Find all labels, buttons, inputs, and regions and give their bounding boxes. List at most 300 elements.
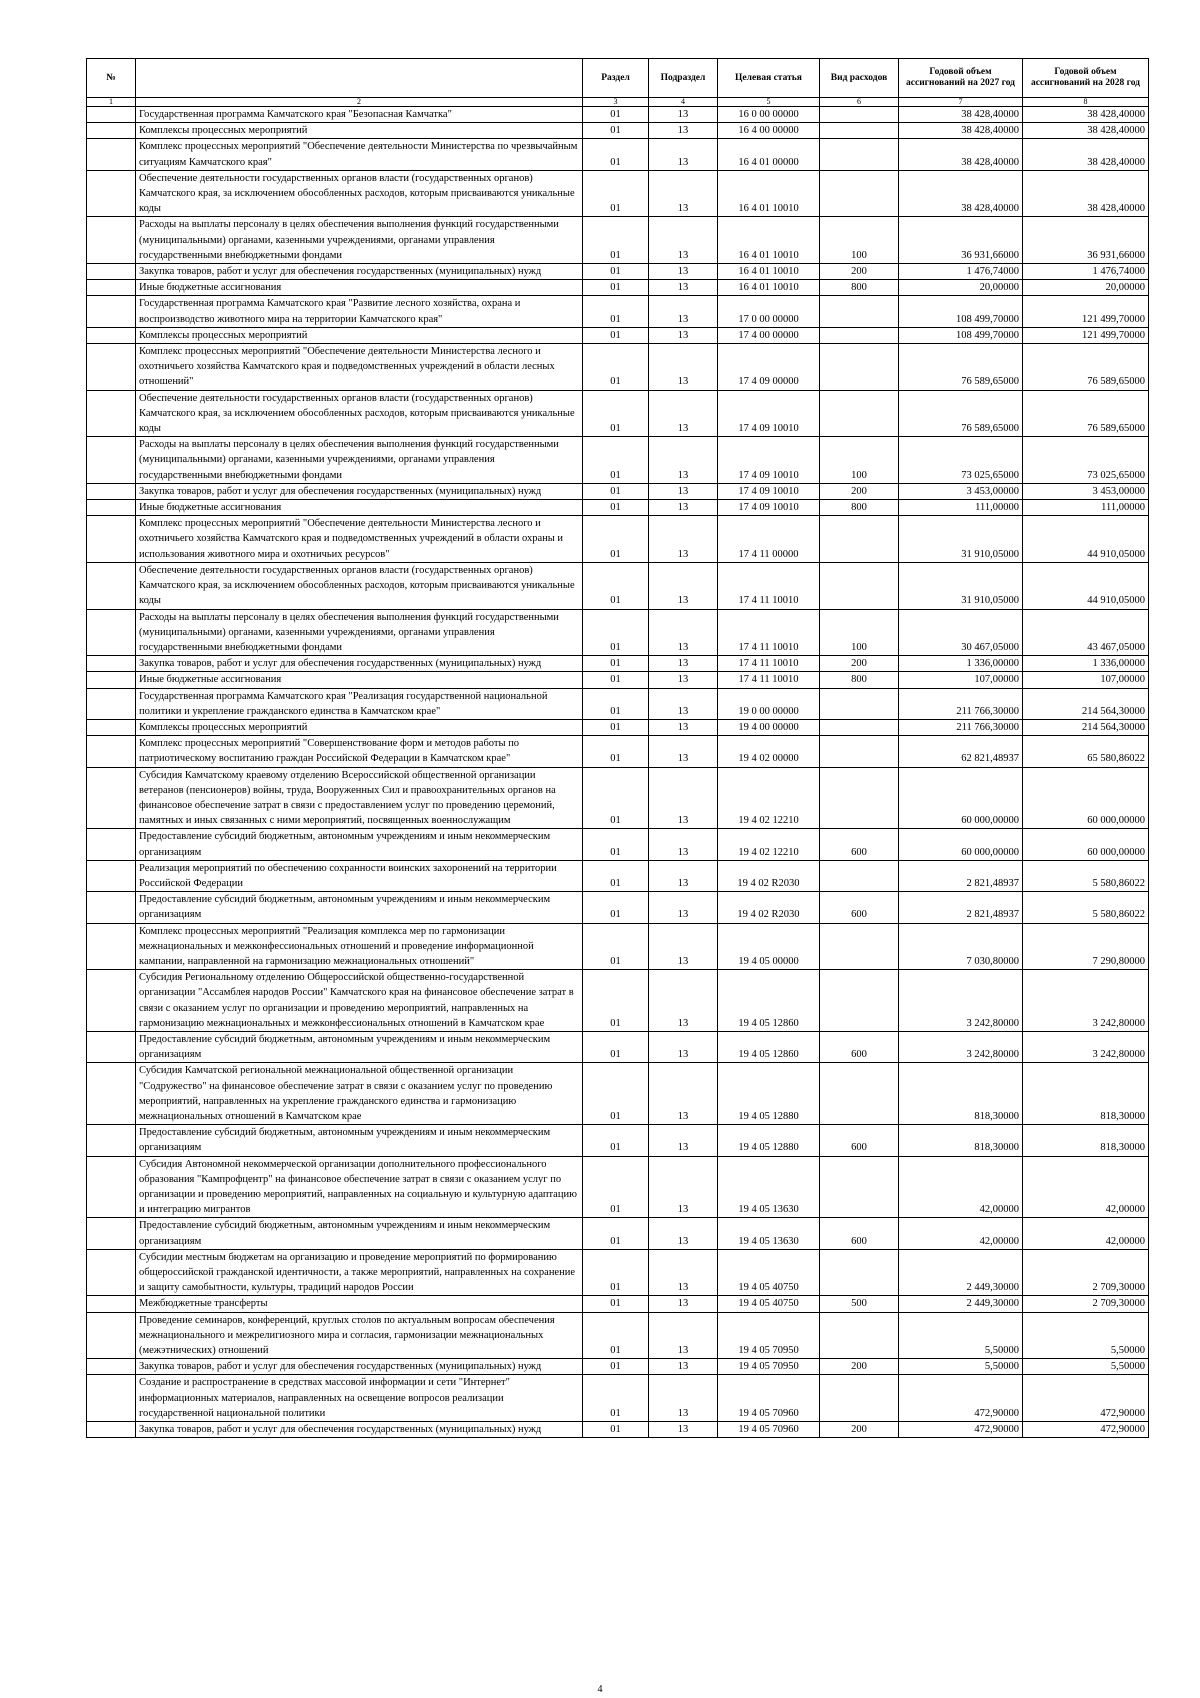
row-expense-type-cell xyxy=(820,688,899,719)
row-amount-2028-cell: 76 589,65000 xyxy=(1023,390,1149,437)
row-target-article-cell: 16 0 00 00000 xyxy=(718,107,820,123)
row-name-cell: Реализация мероприятий по обеспечению сохранности воинских захоронений на территории Российской Федерации xyxy=(136,860,583,891)
row-amount-2027-cell: 62 821,48937 xyxy=(899,736,1023,767)
table-row xyxy=(87,1249,1149,1296)
row-section-cell: 01 xyxy=(583,562,649,609)
row-amount-2028-cell: 121 499,70000 xyxy=(1023,296,1149,327)
table-row xyxy=(87,327,1149,343)
table-row xyxy=(87,170,1149,217)
row-section-cell: 01 xyxy=(583,1375,649,1422)
row-number-cell xyxy=(87,736,136,767)
row-number-cell xyxy=(87,1218,136,1249)
row-expense-type-cell: 100 xyxy=(820,217,899,264)
row-subsection-cell: 13 xyxy=(649,437,718,484)
table-row xyxy=(87,280,1149,296)
row-section-cell: 01 xyxy=(583,217,649,264)
row-subsection-cell: 13 xyxy=(649,1359,718,1375)
row-subsection-cell: 13 xyxy=(649,672,718,688)
row-expense-type-cell xyxy=(820,1156,899,1218)
row-amount-2028-cell: 3 453,00000 xyxy=(1023,483,1149,499)
row-amount-2028-cell: 2 709,30000 xyxy=(1023,1249,1149,1296)
row-expense-type-cell xyxy=(820,923,899,970)
row-name-cell: Межбюджетные трансферты xyxy=(136,1296,583,1312)
row-number-cell xyxy=(87,500,136,516)
row-number-cell xyxy=(87,860,136,891)
column-number-row xyxy=(87,98,1149,107)
row-amount-2028-cell: 107,00000 xyxy=(1023,672,1149,688)
row-number-cell xyxy=(87,217,136,264)
row-section-cell: 01 xyxy=(583,264,649,280)
row-section-cell: 01 xyxy=(583,390,649,437)
column-number: 3 xyxy=(583,98,649,107)
row-expense-type-cell xyxy=(820,970,899,1032)
row-expense-type-cell xyxy=(820,296,899,327)
row-section-cell: 01 xyxy=(583,609,649,656)
row-amount-2027-cell: 211 766,30000 xyxy=(899,688,1023,719)
row-name-cell: Иные бюджетные ассигнования xyxy=(136,500,583,516)
row-subsection-cell: 13 xyxy=(649,1063,718,1125)
row-number-cell xyxy=(87,688,136,719)
row-amount-2027-cell: 76 589,65000 xyxy=(899,344,1023,391)
row-subsection-cell: 13 xyxy=(649,1125,718,1156)
row-target-article-cell: 16 4 01 10010 xyxy=(718,217,820,264)
row-expense-type-cell: 600 xyxy=(820,1218,899,1249)
row-name-cell: Государственная программа Камчатского края "Реализация государственной национальной политики и укрепление гражданского единства в Камчатском крае" xyxy=(136,688,583,719)
row-name-cell: Закупка товаров, работ и услуг для обеспечения государственных (муниципальных) нужд xyxy=(136,483,583,499)
row-expense-type-cell xyxy=(820,1063,899,1125)
row-number-cell xyxy=(87,1063,136,1125)
row-expense-type-cell xyxy=(820,123,899,139)
row-target-article-cell: 19 4 05 12880 xyxy=(718,1063,820,1125)
row-section-cell: 01 xyxy=(583,280,649,296)
table-row xyxy=(87,264,1149,280)
row-expense-type-cell xyxy=(820,719,899,735)
row-amount-2028-cell: 38 428,40000 xyxy=(1023,139,1149,170)
table-row xyxy=(87,516,1149,563)
row-subsection-cell: 13 xyxy=(649,483,718,499)
row-amount-2027-cell: 42,00000 xyxy=(899,1156,1023,1218)
row-target-article-cell: 17 4 11 10010 xyxy=(718,672,820,688)
row-subsection-cell: 13 xyxy=(649,107,718,123)
row-expense-type-cell xyxy=(820,170,899,217)
row-amount-2028-cell: 38 428,40000 xyxy=(1023,123,1149,139)
row-amount-2027-cell: 36 931,66000 xyxy=(899,217,1023,264)
row-number-cell xyxy=(87,1359,136,1375)
row-amount-2027-cell: 111,00000 xyxy=(899,500,1023,516)
row-subsection-cell: 13 xyxy=(649,562,718,609)
row-number-cell xyxy=(87,1125,136,1156)
row-number-cell xyxy=(87,672,136,688)
row-amount-2028-cell: 214 564,30000 xyxy=(1023,719,1149,735)
row-expense-type-cell: 200 xyxy=(820,1422,899,1438)
row-amount-2027-cell: 2 821,48937 xyxy=(899,892,1023,923)
row-target-article-cell: 17 4 09 10010 xyxy=(718,390,820,437)
row-amount-2027-cell: 76 589,65000 xyxy=(899,390,1023,437)
row-section-cell: 01 xyxy=(583,1249,649,1296)
row-amount-2027-cell: 31 910,05000 xyxy=(899,562,1023,609)
row-expense-type-cell: 100 xyxy=(820,437,899,484)
table-row xyxy=(87,1375,1149,1422)
row-amount-2027-cell: 31 910,05000 xyxy=(899,516,1023,563)
row-expense-type-cell: 800 xyxy=(820,672,899,688)
table-row xyxy=(87,923,1149,970)
row-target-article-cell: 19 4 05 12880 xyxy=(718,1125,820,1156)
row-amount-2028-cell: 42,00000 xyxy=(1023,1156,1149,1218)
table-row xyxy=(87,829,1149,860)
row-number-cell xyxy=(87,280,136,296)
row-section-cell: 01 xyxy=(583,483,649,499)
row-expense-type-cell xyxy=(820,562,899,609)
row-expense-type-cell xyxy=(820,1312,899,1359)
row-amount-2027-cell: 472,90000 xyxy=(899,1375,1023,1422)
row-expense-type-cell xyxy=(820,516,899,563)
table-row xyxy=(87,344,1149,391)
table-row xyxy=(87,1125,1149,1156)
row-section-cell: 01 xyxy=(583,892,649,923)
row-subsection-cell: 13 xyxy=(649,688,718,719)
row-amount-2028-cell: 121 499,70000 xyxy=(1023,327,1149,343)
row-name-cell: Субсидия Автономной некоммерческой организации дополнительного профессионального образования "Кампрофцентр" на финансовое обеспечение затрат в связи с оказанием услуг по организации и проведению мероприятий, направленных на социальную и культурную адаптацию и интеграцию мигрантов xyxy=(136,1156,583,1218)
row-amount-2028-cell: 1 476,74000 xyxy=(1023,264,1149,280)
table-row xyxy=(87,719,1149,735)
row-target-article-cell: 19 4 05 40750 xyxy=(718,1249,820,1296)
row-name-cell: Предоставление субсидий бюджетным, автономным учреждениям и иным некоммерческим организациям xyxy=(136,1031,583,1062)
row-target-article-cell: 16 4 01 00000 xyxy=(718,139,820,170)
row-amount-2027-cell: 211 766,30000 xyxy=(899,719,1023,735)
row-name-cell: Субсидия Региональному отделению Общероссийской общественно-государственной организации "Ассамблея народов России" Камчатского края на финансовое обеспечение затрат в связи с оказанием услуг по организации и проведению мероприятий, направленных на гармонизацию межнациональных и межконфессиональных отношений в Камчатском крае xyxy=(136,970,583,1032)
row-name-cell: Комплексы процессных мероприятий xyxy=(136,719,583,735)
row-amount-2028-cell: 43 467,05000 xyxy=(1023,609,1149,656)
row-name-cell: Расходы на выплаты персоналу в целях обеспечения выполнения функций государственными (муниципальными) органами, казенными учреждениями, органами управления государственными внебюджетными фондами xyxy=(136,437,583,484)
table-row xyxy=(87,1312,1149,1359)
row-amount-2028-cell: 472,90000 xyxy=(1023,1422,1149,1438)
row-amount-2028-cell: 3 242,80000 xyxy=(1023,970,1149,1032)
row-number-cell xyxy=(87,923,136,970)
row-amount-2028-cell: 38 428,40000 xyxy=(1023,170,1149,217)
row-amount-2027-cell: 60 000,00000 xyxy=(899,767,1023,829)
row-amount-2028-cell: 111,00000 xyxy=(1023,500,1149,516)
table-row xyxy=(87,1156,1149,1218)
row-target-article-cell: 16 4 01 10010 xyxy=(718,280,820,296)
row-number-cell xyxy=(87,892,136,923)
row-section-cell: 01 xyxy=(583,296,649,327)
row-section-cell: 01 xyxy=(583,829,649,860)
row-amount-2028-cell: 2 709,30000 xyxy=(1023,1296,1149,1312)
row-name-cell: Обеспечение деятельности государственных органов власти (государственных органов) Камчатского края, за исключением обособленных расходов, которым присваиваются уникальные коды xyxy=(136,170,583,217)
row-subsection-cell: 13 xyxy=(649,1296,718,1312)
row-section-cell: 01 xyxy=(583,736,649,767)
row-expense-type-cell: 100 xyxy=(820,609,899,656)
row-subsection-cell: 13 xyxy=(649,170,718,217)
row-amount-2027-cell: 1 476,74000 xyxy=(899,264,1023,280)
row-expense-type-cell: 200 xyxy=(820,656,899,672)
row-subsection-cell: 13 xyxy=(649,344,718,391)
table-row xyxy=(87,217,1149,264)
table-row xyxy=(87,656,1149,672)
row-section-cell: 01 xyxy=(583,327,649,343)
row-amount-2027-cell: 2 449,30000 xyxy=(899,1249,1023,1296)
row-section-cell: 01 xyxy=(583,344,649,391)
row-target-article-cell: 17 4 00 00000 xyxy=(718,327,820,343)
header-2027: Годовой объем ассигнований на 2027 год xyxy=(899,59,1023,98)
row-subsection-cell: 13 xyxy=(649,970,718,1032)
row-subsection-cell: 13 xyxy=(649,923,718,970)
row-number-cell xyxy=(87,123,136,139)
row-number-cell xyxy=(87,1312,136,1359)
row-section-cell: 01 xyxy=(583,1218,649,1249)
row-amount-2027-cell: 7 030,80000 xyxy=(899,923,1023,970)
row-target-article-cell: 17 0 00 00000 xyxy=(718,296,820,327)
row-section-cell: 01 xyxy=(583,437,649,484)
row-name-cell: Предоставление субсидий бюджетным, автономным учреждениям и иным некоммерческим организациям xyxy=(136,1125,583,1156)
row-amount-2027-cell: 42,00000 xyxy=(899,1218,1023,1249)
row-name-cell: Субсидии местным бюджетам на организацию и проведение мероприятий по формированию общероссийской гражданской идентичности, а также мероприятий, направленных на сохранение и защиту самобытности, культуры, традиций народов России xyxy=(136,1249,583,1296)
row-subsection-cell: 13 xyxy=(649,1218,718,1249)
row-name-cell: Государственная программа Камчатского края "Развитие лесного хозяйства, охрана и воспроизводство животного мира на территории Камчатского края" xyxy=(136,296,583,327)
row-expense-type-cell xyxy=(820,1375,899,1422)
row-target-article-cell: 17 4 11 10010 xyxy=(718,562,820,609)
row-target-article-cell: 19 4 05 70960 xyxy=(718,1375,820,1422)
row-expense-type-cell xyxy=(820,767,899,829)
row-subsection-cell: 13 xyxy=(649,656,718,672)
row-expense-type-cell: 800 xyxy=(820,500,899,516)
row-amount-2027-cell: 2 449,30000 xyxy=(899,1296,1023,1312)
column-number: 8 xyxy=(1023,98,1149,107)
column-number: 4 xyxy=(649,98,718,107)
row-expense-type-cell xyxy=(820,1249,899,1296)
table-row xyxy=(87,688,1149,719)
row-subsection-cell: 13 xyxy=(649,719,718,735)
row-subsection-cell: 13 xyxy=(649,1312,718,1359)
row-subsection-cell: 13 xyxy=(649,736,718,767)
row-section-cell: 01 xyxy=(583,1125,649,1156)
row-amount-2027-cell: 818,30000 xyxy=(899,1063,1023,1125)
row-target-article-cell: 19 4 05 13630 xyxy=(718,1218,820,1249)
row-amount-2028-cell: 7 290,80000 xyxy=(1023,923,1149,970)
row-number-cell xyxy=(87,656,136,672)
row-target-article-cell: 19 4 02 00000 xyxy=(718,736,820,767)
header-expense-type: Вид расходов xyxy=(820,59,899,98)
column-number: 7 xyxy=(899,98,1023,107)
row-number-cell xyxy=(87,516,136,563)
page-number: 4 xyxy=(597,1684,603,1695)
row-amount-2028-cell: 38 428,40000 xyxy=(1023,107,1149,123)
row-section-cell: 01 xyxy=(583,1312,649,1359)
table-row xyxy=(87,483,1149,499)
row-expense-type-cell xyxy=(820,390,899,437)
table-row xyxy=(87,860,1149,891)
row-name-cell: Расходы на выплаты персоналу в целях обеспечения выполнения функций государственными (муниципальными) органами, казенными учреждениями, органами управления государственными внебюджетными фондами xyxy=(136,217,583,264)
row-amount-2027-cell: 38 428,40000 xyxy=(899,139,1023,170)
table-row xyxy=(87,672,1149,688)
row-expense-type-cell xyxy=(820,860,899,891)
table-row xyxy=(87,609,1149,656)
table-row xyxy=(87,1063,1149,1125)
row-name-cell: Проведение семинаров, конференций, круглых столов по актуальным вопросам обеспечения межнационального и межрелигиозного мира и согласия, гармонизации межнациональных (межэтнических) отношений xyxy=(136,1312,583,1359)
row-subsection-cell: 13 xyxy=(649,390,718,437)
row-target-article-cell: 19 4 02 R2030 xyxy=(718,860,820,891)
row-target-article-cell: 17 4 09 10010 xyxy=(718,437,820,484)
table-row xyxy=(87,1422,1149,1438)
row-number-cell xyxy=(87,327,136,343)
row-number-cell xyxy=(87,264,136,280)
row-target-article-cell: 17 4 09 00000 xyxy=(718,344,820,391)
table-row xyxy=(87,296,1149,327)
row-subsection-cell: 13 xyxy=(649,767,718,829)
row-number-cell xyxy=(87,170,136,217)
row-subsection-cell: 13 xyxy=(649,296,718,327)
row-amount-2027-cell: 472,90000 xyxy=(899,1422,1023,1438)
row-target-article-cell: 16 4 00 00000 xyxy=(718,123,820,139)
budget-table xyxy=(86,58,1149,1438)
row-target-article-cell: 19 4 05 00000 xyxy=(718,923,820,970)
row-amount-2027-cell: 5,50000 xyxy=(899,1359,1023,1375)
row-subsection-cell: 13 xyxy=(649,139,718,170)
row-name-cell: Предоставление субсидий бюджетным, автономным учреждениям и иным некоммерческим организациям xyxy=(136,892,583,923)
row-subsection-cell: 13 xyxy=(649,280,718,296)
header-2028: Годовой объем ассигнований на 2028 год xyxy=(1023,59,1149,98)
row-target-article-cell: 19 4 05 12860 xyxy=(718,970,820,1032)
row-target-article-cell: 16 4 01 10010 xyxy=(718,264,820,280)
row-name-cell: Комплекс процессных мероприятий "Обеспечение деятельности Министерства по чрезвычайным ситуациям Камчатского края" xyxy=(136,139,583,170)
row-expense-type-cell: 600 xyxy=(820,892,899,923)
table-row xyxy=(87,1031,1149,1062)
row-name-cell: Обеспечение деятельности государственных органов власти (государственных органов) Камчатского края, за исключением обособленных расходов, которым присваиваются уникальные коды xyxy=(136,390,583,437)
row-name-cell: Комплексы процессных мероприятий xyxy=(136,327,583,343)
row-target-article-cell: 19 4 05 13630 xyxy=(718,1156,820,1218)
row-name-cell: Закупка товаров, работ и услуг для обеспечения государственных (муниципальных) нужд xyxy=(136,264,583,280)
row-expense-type-cell: 200 xyxy=(820,483,899,499)
row-number-cell xyxy=(87,1375,136,1422)
row-section-cell: 01 xyxy=(583,1296,649,1312)
row-amount-2028-cell: 818,30000 xyxy=(1023,1125,1149,1156)
table-row xyxy=(87,500,1149,516)
row-amount-2028-cell: 5,50000 xyxy=(1023,1359,1149,1375)
row-name-cell: Комплекс процессных мероприятий "Обеспечение деятельности Министерства лесного и охотничьего хозяйства Камчатского края и подведомственных учреждений в области лесных отношений" xyxy=(136,344,583,391)
table-row xyxy=(87,107,1149,123)
row-number-cell xyxy=(87,562,136,609)
header-num: № xyxy=(87,59,136,98)
table-row xyxy=(87,736,1149,767)
row-section-cell: 01 xyxy=(583,1422,649,1438)
row-expense-type-cell: 800 xyxy=(820,280,899,296)
row-amount-2027-cell: 5,50000 xyxy=(899,1312,1023,1359)
row-amount-2027-cell: 108 499,70000 xyxy=(899,296,1023,327)
row-name-cell: Субсидия Камчатскому краевому отделению Всероссийской общественной организации ветеранов (пенсионеров) войны, труда, Вооруженных Сил и правоохранительных органов на финансовое обеспечение затрат в связи с предоставлением услуг по проведению церемоний, памятных и иных связанных с ними мероприятий, посвященных военнослужащим xyxy=(136,767,583,829)
row-name-cell: Комплекс процессных мероприятий "Совершенствование форм и методов работы по патриотическому воспитанию граждан Российской Федерации в Камчатском крае" xyxy=(136,736,583,767)
row-target-article-cell: 17 4 11 10010 xyxy=(718,609,820,656)
row-name-cell: Закупка товаров, работ и услуг для обеспечения государственных (муниципальных) нужд xyxy=(136,656,583,672)
header-section: Раздел xyxy=(583,59,649,98)
row-subsection-cell: 13 xyxy=(649,217,718,264)
row-amount-2027-cell: 3 453,00000 xyxy=(899,483,1023,499)
row-number-cell xyxy=(87,609,136,656)
row-number-cell xyxy=(87,390,136,437)
row-amount-2028-cell: 73 025,65000 xyxy=(1023,437,1149,484)
table-row xyxy=(87,767,1149,829)
row-number-cell xyxy=(87,767,136,829)
row-section-cell: 01 xyxy=(583,923,649,970)
row-number-cell xyxy=(87,483,136,499)
row-amount-2028-cell: 36 931,66000 xyxy=(1023,217,1149,264)
header-name xyxy=(136,59,583,98)
row-amount-2028-cell: 76 589,65000 xyxy=(1023,344,1149,391)
row-section-cell: 01 xyxy=(583,1156,649,1218)
row-name-cell: Создание и распространение в средствах массовой информации и сети "Интернет" информационных материалов, направленных на освещение вопросов реализации государственной национальной политики xyxy=(136,1375,583,1422)
row-name-cell: Расходы на выплаты персоналу в целях обеспечения выполнения функций государственными (муниципальными) органами, казенными учреждениями, органами управления государственными внебюджетными фондами xyxy=(136,609,583,656)
row-section-cell: 01 xyxy=(583,688,649,719)
row-name-cell: Субсидия Камчатской региональной межнациональной общественной организации "Содружество" на финансовое обеспечение затрат в связи с оказанием услуг по проведению мероприятий, направленных на укрепление гражданского единства и гармонизацию межнациональных отношений в Камчатском крае xyxy=(136,1063,583,1125)
row-amount-2028-cell: 65 580,86022 xyxy=(1023,736,1149,767)
row-expense-type-cell xyxy=(820,139,899,170)
row-number-cell xyxy=(87,1156,136,1218)
row-amount-2027-cell: 20,00000 xyxy=(899,280,1023,296)
row-target-article-cell: 19 4 05 70960 xyxy=(718,1422,820,1438)
column-number: 5 xyxy=(718,98,820,107)
row-section-cell: 01 xyxy=(583,1359,649,1375)
row-expense-type-cell: 600 xyxy=(820,1031,899,1062)
row-amount-2028-cell: 44 910,05000 xyxy=(1023,562,1149,609)
row-number-cell xyxy=(87,296,136,327)
table-row xyxy=(87,1359,1149,1375)
row-amount-2028-cell: 1 336,00000 xyxy=(1023,656,1149,672)
row-expense-type-cell xyxy=(820,344,899,391)
row-expense-type-cell xyxy=(820,736,899,767)
table-row xyxy=(87,139,1149,170)
row-subsection-cell: 13 xyxy=(649,1031,718,1062)
row-amount-2028-cell: 5 580,86022 xyxy=(1023,892,1149,923)
row-amount-2027-cell: 1 336,00000 xyxy=(899,656,1023,672)
row-amount-2027-cell: 30 467,05000 xyxy=(899,609,1023,656)
row-subsection-cell: 13 xyxy=(649,860,718,891)
row-number-cell xyxy=(87,1249,136,1296)
row-name-cell: Государственная программа Камчатского края "Безопасная Камчатка" xyxy=(136,107,583,123)
row-target-article-cell: 17 4 09 10010 xyxy=(718,483,820,499)
row-target-article-cell: 19 4 00 00000 xyxy=(718,719,820,735)
row-amount-2027-cell: 108 499,70000 xyxy=(899,327,1023,343)
row-number-cell xyxy=(87,344,136,391)
row-name-cell: Комплекс процессных мероприятий "Реализация комплекса мер по гармонизации межнациональных и межконфессиональных отношений и проведение информационной кампании, направленной на гармонизацию межнациональных отношений" xyxy=(136,923,583,970)
row-expense-type-cell: 500 xyxy=(820,1296,899,1312)
row-expense-type-cell: 200 xyxy=(820,264,899,280)
row-amount-2027-cell: 2 821,48937 xyxy=(899,860,1023,891)
row-subsection-cell: 13 xyxy=(649,1156,718,1218)
row-subsection-cell: 13 xyxy=(649,500,718,516)
row-expense-type-cell xyxy=(820,107,899,123)
table-row xyxy=(87,390,1149,437)
row-target-article-cell: 16 4 01 10010 xyxy=(718,170,820,217)
row-amount-2027-cell: 38 428,40000 xyxy=(899,123,1023,139)
row-section-cell: 01 xyxy=(583,970,649,1032)
row-target-article-cell: 19 4 02 12210 xyxy=(718,767,820,829)
row-subsection-cell: 13 xyxy=(649,1422,718,1438)
row-subsection-cell: 13 xyxy=(649,1249,718,1296)
header-target-article: Целевая статья xyxy=(718,59,820,98)
row-amount-2028-cell: 5,50000 xyxy=(1023,1312,1149,1359)
row-section-cell: 01 xyxy=(583,672,649,688)
table-row xyxy=(87,1218,1149,1249)
row-target-article-cell: 19 4 05 12860 xyxy=(718,1031,820,1062)
row-name-cell: Комплексы процессных мероприятий xyxy=(136,123,583,139)
row-subsection-cell: 13 xyxy=(649,327,718,343)
row-section-cell: 01 xyxy=(583,719,649,735)
row-target-article-cell: 17 4 11 00000 xyxy=(718,516,820,563)
row-amount-2028-cell: 60 000,00000 xyxy=(1023,767,1149,829)
table-row xyxy=(87,123,1149,139)
row-amount-2028-cell: 472,90000 xyxy=(1023,1375,1149,1422)
row-target-article-cell: 17 4 09 10010 xyxy=(718,500,820,516)
row-name-cell: Закупка товаров, работ и услуг для обеспечения государственных (муниципальных) нужд xyxy=(136,1422,583,1438)
